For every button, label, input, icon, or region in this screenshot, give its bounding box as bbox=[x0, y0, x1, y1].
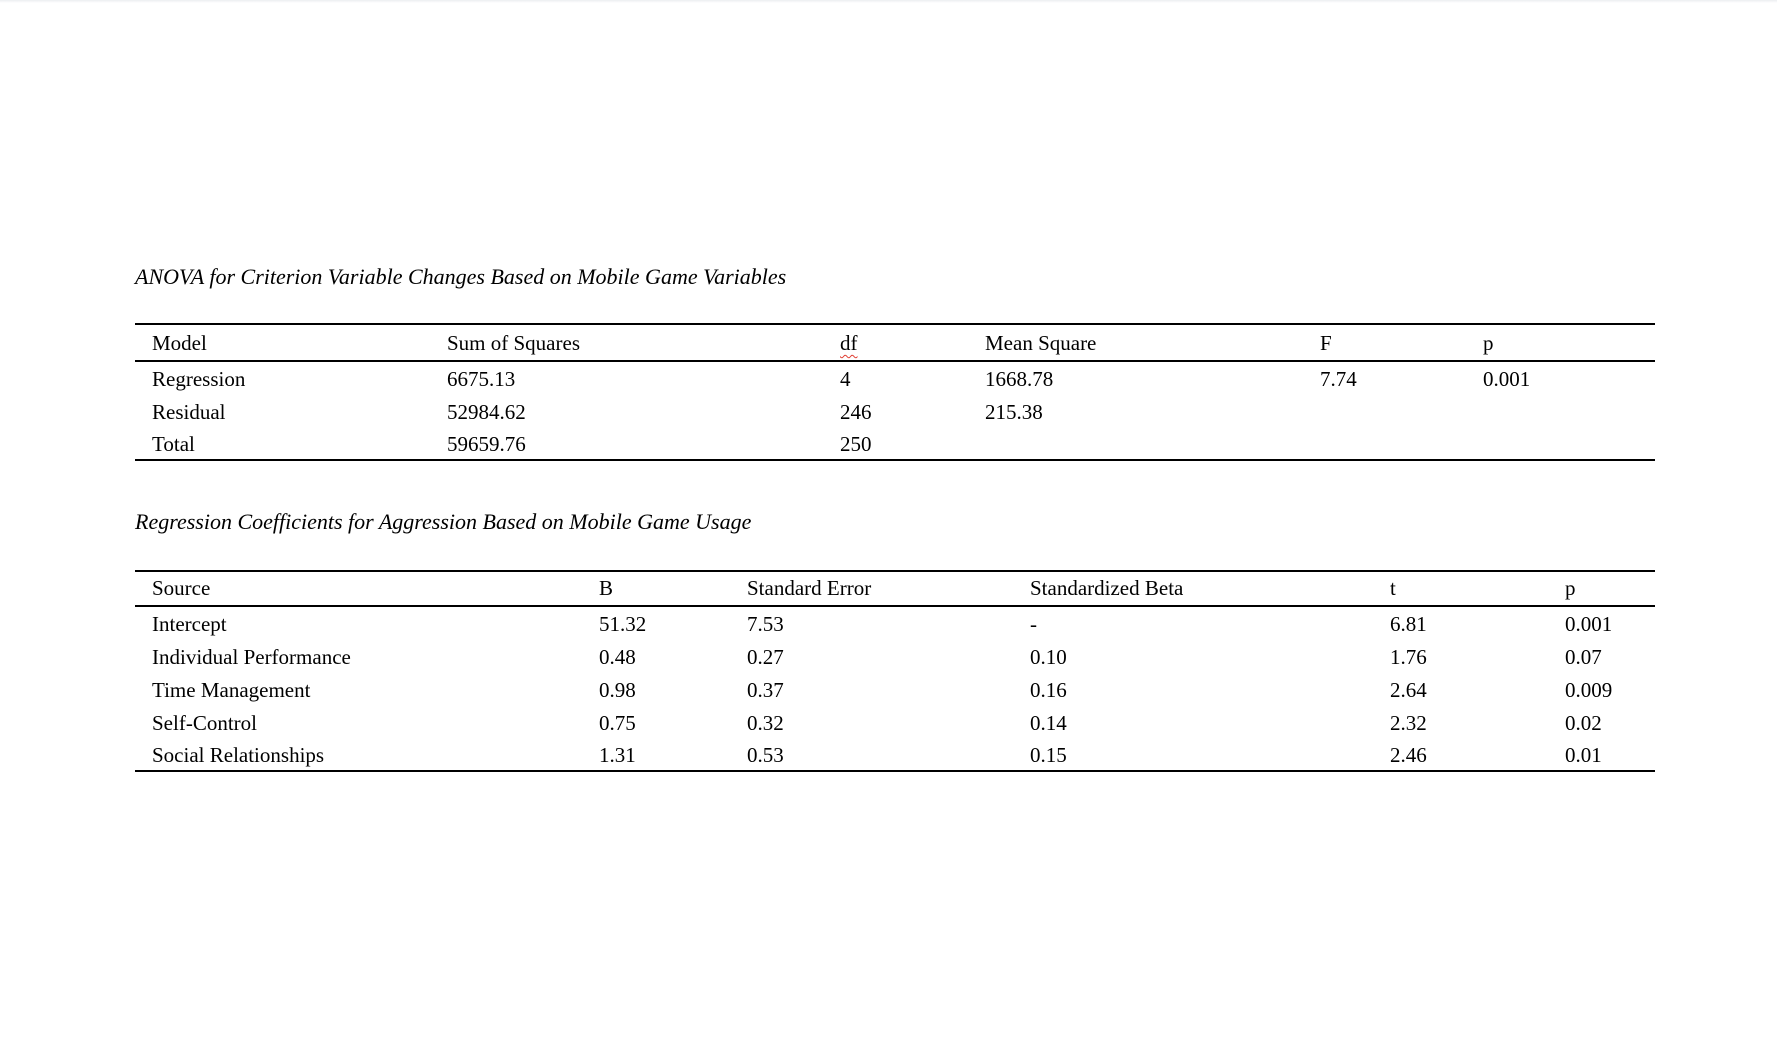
cell-df: 246 bbox=[840, 400, 872, 424]
table-header-row bbox=[135, 324, 1655, 361]
table-row bbox=[135, 361, 1655, 394]
column-header-mean-square: Mean Square bbox=[968, 324, 1303, 361]
cell-p: 0.001 bbox=[1565, 612, 1613, 636]
cell-sum-of-squares: 52984.62 bbox=[447, 400, 526, 424]
regression-table-title: Regression Coefficients for Aggression Based on Mobile Game Usage bbox=[135, 509, 752, 534]
column-header-p: p bbox=[1548, 571, 1655, 606]
table-row bbox=[135, 672, 1655, 705]
cell-source: Intercept bbox=[152, 612, 227, 636]
cell-b: 1.31 bbox=[599, 743, 636, 767]
cell-source: Individual Performance bbox=[152, 645, 351, 669]
table-row bbox=[135, 606, 1655, 639]
cell-t: 2.32 bbox=[1390, 711, 1427, 735]
cell-p: 0.07 bbox=[1565, 645, 1602, 669]
column-header-b: B bbox=[582, 571, 730, 606]
table-row bbox=[135, 639, 1655, 672]
cell-sum-of-squares: 6675.13 bbox=[447, 367, 516, 391]
cell-mean-square bbox=[968, 427, 1303, 460]
anova-table-body bbox=[135, 361, 1655, 460]
table-row bbox=[135, 705, 1655, 738]
column-header-t: t bbox=[1373, 571, 1548, 606]
table-row bbox=[135, 738, 1655, 771]
cell-source: Time Management bbox=[152, 678, 311, 702]
cell-b: 0.48 bbox=[599, 645, 636, 669]
anova-table-header bbox=[135, 324, 1655, 361]
cell-model: Regression bbox=[152, 367, 246, 391]
table-header-row bbox=[135, 571, 1655, 606]
spellcheck-flagged-text: df bbox=[840, 331, 858, 355]
cell-standard-error: 0.53 bbox=[747, 743, 784, 767]
cell-b: 51.32 bbox=[599, 612, 647, 636]
cell-t: 2.64 bbox=[1390, 678, 1427, 702]
cell-p bbox=[1466, 427, 1655, 460]
cell-f bbox=[1303, 394, 1466, 427]
cell-source: Social Relationships bbox=[152, 743, 325, 767]
cell-standardized-beta: 0.16 bbox=[1030, 678, 1067, 702]
cell-standard-error: 0.37 bbox=[747, 678, 784, 702]
column-header-f: F bbox=[1303, 324, 1466, 361]
cell-standardized-beta: 0.14 bbox=[1030, 711, 1067, 735]
table-row bbox=[135, 427, 1655, 460]
page-top-edge bbox=[0, 0, 1777, 3]
cell-standard-error: 0.27 bbox=[747, 645, 784, 669]
cell-t: 6.81 bbox=[1390, 612, 1427, 636]
cell-mean-square: 1668.78 bbox=[985, 367, 1054, 391]
cell-t: 2.46 bbox=[1390, 743, 1427, 767]
regression-table-body bbox=[135, 606, 1655, 771]
cell-f: 7.74 bbox=[1320, 367, 1357, 391]
cell-mean-square: 215.38 bbox=[985, 400, 1043, 424]
cell-df: 250 bbox=[840, 432, 872, 456]
cell-p bbox=[1466, 394, 1655, 427]
cell-p: 0.02 bbox=[1565, 711, 1602, 735]
cell-source: Self-Control bbox=[152, 711, 257, 735]
cell-standardized-beta: 0.15 bbox=[1030, 743, 1067, 767]
column-header-sum-of-squares: Sum of Squares bbox=[430, 324, 823, 361]
column-header-model: Model bbox=[135, 324, 430, 361]
regression-table-header bbox=[135, 571, 1655, 606]
cell-model: Total bbox=[152, 432, 195, 456]
cell-b: 0.75 bbox=[599, 711, 636, 735]
column-header-df bbox=[823, 324, 968, 361]
cell-p: 0.001 bbox=[1483, 367, 1531, 391]
cell-standard-error: 0.32 bbox=[747, 711, 784, 735]
cell-standardized-beta: - bbox=[1030, 612, 1037, 636]
column-header-source: Source bbox=[135, 571, 582, 606]
table-row bbox=[135, 394, 1655, 427]
cell-b: 0.98 bbox=[599, 678, 636, 702]
cell-standard-error: 7.53 bbox=[747, 612, 784, 636]
anova-table-title: ANOVA for Criterion Variable Changes Based on Mobile Game Variables bbox=[135, 264, 787, 289]
cell-p: 0.009 bbox=[1565, 678, 1613, 702]
cell-p: 0.01 bbox=[1565, 743, 1602, 767]
cell-t: 1.76 bbox=[1390, 645, 1427, 669]
column-header-standard-error: Standard Error bbox=[730, 571, 1013, 606]
cell-df: 4 bbox=[840, 367, 851, 391]
column-header-standardized-beta: Standardized Beta bbox=[1013, 571, 1373, 606]
cell-standardized-beta: 0.10 bbox=[1030, 645, 1067, 669]
cell-model: Residual bbox=[152, 400, 226, 424]
cell-sum-of-squares: 59659.76 bbox=[447, 432, 526, 456]
cell-f bbox=[1303, 427, 1466, 460]
column-header-p: p bbox=[1466, 324, 1655, 361]
anova-table bbox=[135, 323, 1655, 461]
regression-coefficients-table bbox=[135, 570, 1655, 772]
